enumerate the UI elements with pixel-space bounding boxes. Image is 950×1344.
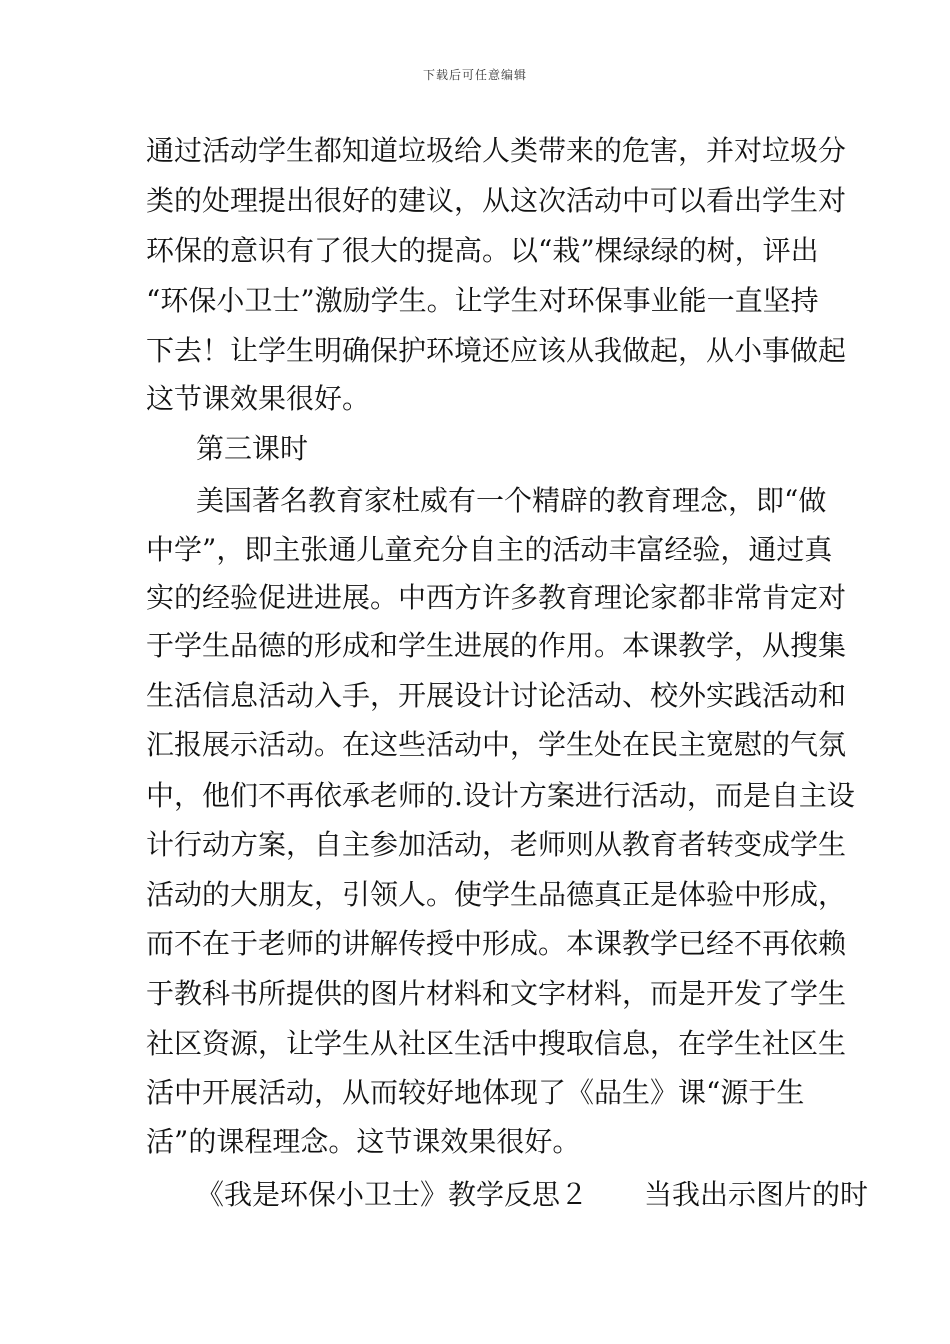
text-line: 这节课效果很好。 xyxy=(146,382,371,415)
text-line: 环保的意识有了很大的提高。以“栽”棵绿绿的树，评出 xyxy=(146,234,819,267)
text-line: 活中开展活动，从而较好地体现了《品生》课“源于生 xyxy=(146,1076,805,1109)
section-heading: 第三课时 xyxy=(196,432,309,465)
text-line: 生活信息活动入手，开展设计讨论活动、校外实践活动和 xyxy=(146,679,847,712)
text-line: 实的经验促进进展。中西方许多教育理论家都非常肯定对 xyxy=(146,581,847,614)
text-line: 而不在于老师的讲解传授中形成。本课教学已经不再依赖 xyxy=(146,927,847,960)
text-line: 汇报展示活动。在这些活动中，学生处在民主宽慰的气氛 xyxy=(146,728,847,761)
text-line: 活”的课程理念。这节课效果很好。 xyxy=(146,1125,581,1158)
text-line: 中，他们不再依承老师的.设计方案进行活动，而是自主设 xyxy=(146,779,855,812)
text-line: 社区资源，让学生从社区生活中搜取信息，在学生社区生 xyxy=(146,1027,847,1060)
text-line: 通过活动学生都知道垃圾给人类带来的危害，并对垃圾分 xyxy=(146,134,847,167)
text-line: 计行动方案，自主参加活动，老师则从教育者转变成学生 xyxy=(146,828,847,861)
text-line: 于教科书所提供的图片材料和文字材料，而是开发了学生 xyxy=(146,977,847,1010)
text-line: 美国著名教育家杜威有一个精辟的教育理念，即“做 xyxy=(196,484,827,517)
text-line: 类的处理提出很好的建议，从这次活动中可以看出学生对 xyxy=(146,184,847,217)
page-header: 下载后可任意编辑 xyxy=(422,68,527,82)
text-line: “环保小卫士”激励学生。让学生对环保事业能一直坚持 xyxy=(146,284,819,317)
text-line: 《我是环保小卫士》教学反思２ 当我出示图片的时 xyxy=(196,1178,869,1211)
text-line: 下去！让学生明确保护环境还应该从我做起，从小事做起 xyxy=(146,334,847,367)
text-line: 中学”，即主张通儿童充分自主的活动丰富经验，通过真 xyxy=(146,533,833,566)
text-line: 于学生品德的形成和学生进展的作用。本课教学，从搜集 xyxy=(146,629,847,662)
text-line: 活动的大朋友，引领人。使学生品德真正是体验中形成， xyxy=(146,878,847,911)
